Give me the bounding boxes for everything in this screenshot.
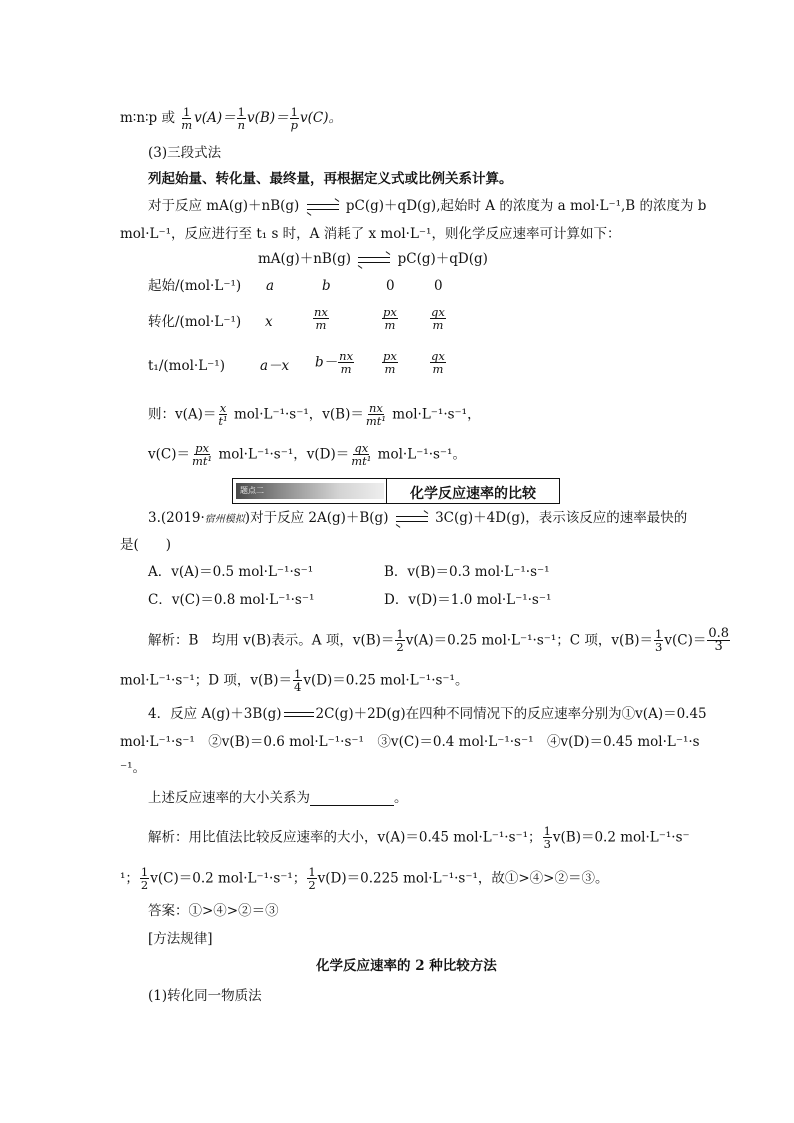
- row-t1-B: b－ $\frac{nx}{m}$: [315, 349, 354, 376]
- q4-line1: 4．反应 A(g)＋3B(g) 2C(g)＋2D(g)在四种不同情况下的反应速率分别为①v(A)＝0.45: [148, 706, 707, 722]
- reversible-arrow-icon: [396, 514, 428, 524]
- row-t1-label: t₁/(mol·L⁻¹): [148, 358, 225, 374]
- section3-para-line2: mol·L⁻¹，反应进行至 t₁ s 时，A 消耗了 x mol·L⁻¹，则化学反应速率可计算如下：: [120, 226, 621, 242]
- row-start-A: a: [266, 278, 275, 294]
- q4-answer: 答案：①>④>②＝③: [148, 903, 279, 919]
- fraction-1-over-p: $\frac{1}{p}$: [290, 105, 298, 132]
- banner-title: 化学反应速率的比较: [410, 486, 536, 502]
- banner-tag-box: [236, 483, 384, 499]
- rates-line1: 则：v(A)＝ $\frac{x}{\text{t¹}}$ mol·L⁻¹·s⁻¹，v(B)＝ $\frac{nx}{\text{mt¹}}$ mol·L⁻¹·s⁻¹，: [148, 401, 481, 428]
- row-t1-D: $\frac{qx}{m}$: [431, 349, 445, 376]
- q3-option-d: D．v(D)＝1.0 mol·L⁻¹·s⁻¹: [384, 592, 552, 608]
- row-t1-A: a－x: [260, 358, 290, 374]
- q3-line1: 3.(2019·宿州模拟)对于反应 2A(g)＋B(g) 3C(g)＋4D(g)，表示该反应的速率最快的: [148, 510, 688, 526]
- fraction-1-over-n: $\frac{1}{n}$: [237, 105, 246, 132]
- q4-line3: ⁻¹。: [120, 760, 147, 776]
- row-change-B: $\frac{nx}{m}$: [314, 305, 328, 332]
- q3-line2: 是( ): [120, 537, 172, 553]
- reaction-equation: mA(g)＋nB(g) pC(g)＋qD(g): [258, 251, 488, 267]
- reversible-arrow-icon: [358, 255, 390, 265]
- q4-line2: mol·L⁻¹·s⁻¹ ②v(B)＝0.6 mol·L⁻¹·s⁻¹ ③v(C)＝0.4 mol·L⁻¹·s⁻¹ ④v(D)＝0.45 mol·L⁻¹·s: [120, 734, 700, 750]
- section3-para-line1: 对于反应 mA(g)＋nB(g) pC(g)＋qD(g),起始时 A 的浓度为 a mol·L⁻¹,B 的浓度为 b: [148, 198, 707, 214]
- row-t1-C: $\frac{px}{m}$: [383, 349, 397, 376]
- row-change-D: $\frac{qx}{m}$: [431, 305, 445, 332]
- row-start-D: 0: [434, 278, 443, 294]
- rates-line2: v(C)＝ $\frac{px}{\text{mt¹}}$ mol·L⁻¹·s⁻¹，v(D)＝ $\frac{qx}{\text{mt¹}}$ mol·L⁻¹·s⁻¹。: [148, 441, 466, 468]
- row-start-C: 0: [386, 278, 395, 294]
- fraction-1-over-m: $\frac{1}{m}$: [181, 105, 193, 132]
- row-start-B: b: [322, 278, 331, 294]
- row-change-C: $\frac{px}{m}$: [383, 305, 397, 332]
- q3-option-a: A．v(A)＝0.5 mol·L⁻¹·s⁻¹: [148, 564, 314, 580]
- top-formula: [120, 106, 342, 131]
- rate-vA: v(A)＝: [194, 110, 236, 126]
- q3-option-b: B．v(B)＝0.3 mol·L⁻¹·s⁻¹: [384, 564, 550, 580]
- method-title: 化学反应速率的 2 种比较方法: [316, 958, 497, 974]
- q4-solution-line1: 解析：用比值法比较反应速率的大小，v(A)＝0.45 mol·L⁻¹·s⁻¹； $\frac{1}{3}$ v(B)＝0.2 mol·L⁻¹·s⁻: [148, 824, 690, 851]
- q3-source: 宿州模拟: [204, 514, 245, 525]
- section3-instruction: 列起始量、转化量、最终量，再根据定义式或比例关系计算。: [148, 171, 513, 187]
- method-sub1: (1)转化同一物质法: [148, 988, 262, 1004]
- q3-solution-line2: mol·L⁻¹·s⁻¹；D 项，v(B)＝ $\frac{1}{4}$ v(D)＝0.25 mol·L⁻¹·s⁻¹。: [120, 667, 469, 694]
- rate-vC: v(C)。: [299, 110, 342, 126]
- equals-sign-icon: [284, 710, 314, 720]
- section3-heading: (3)三段式法: [148, 145, 222, 161]
- q4-solution-line2: ¹； $\frac{1}{2}$ v(C)＝0.2 mol·L⁻¹·s⁻¹； $\frac{1}{2}$ v(D)＝0.225 mol·L⁻¹·s⁻¹，故①>④>②＝③。: [120, 865, 609, 892]
- top-formula-lead: m∶n∶p 或: [120, 110, 175, 126]
- section-banner: [232, 478, 560, 504]
- q3-option-c: C．v(C)＝0.8 mol·L⁻¹·s⁻¹: [148, 592, 315, 608]
- banner-tag: 题点二: [240, 486, 264, 495]
- row-change-label: 转化/(mol·L⁻¹): [148, 314, 242, 330]
- reversible-arrow-icon: [307, 202, 339, 212]
- rate-vB: v(B)＝: [247, 110, 289, 126]
- method-heading: [方法规律]: [148, 931, 213, 947]
- row-start-label: 起始/(mol·L⁻¹): [148, 278, 242, 294]
- row-change-A: x: [265, 314, 273, 330]
- answer-blank[interactable]: [310, 793, 394, 806]
- q3-solution-line1: 解析：B 均用 v(B)表示。A 项，v(B)＝ $\frac{1}{2}$ v(A)＝0.25 mol·L⁻¹·s⁻¹；C 项，v(B)＝ $\frac{1}{3}$ v(C)＝ $\frac{0.8}{3}$: [148, 626, 730, 654]
- q4-question: 上述反应速率的大小关系为 。: [148, 790, 408, 806]
